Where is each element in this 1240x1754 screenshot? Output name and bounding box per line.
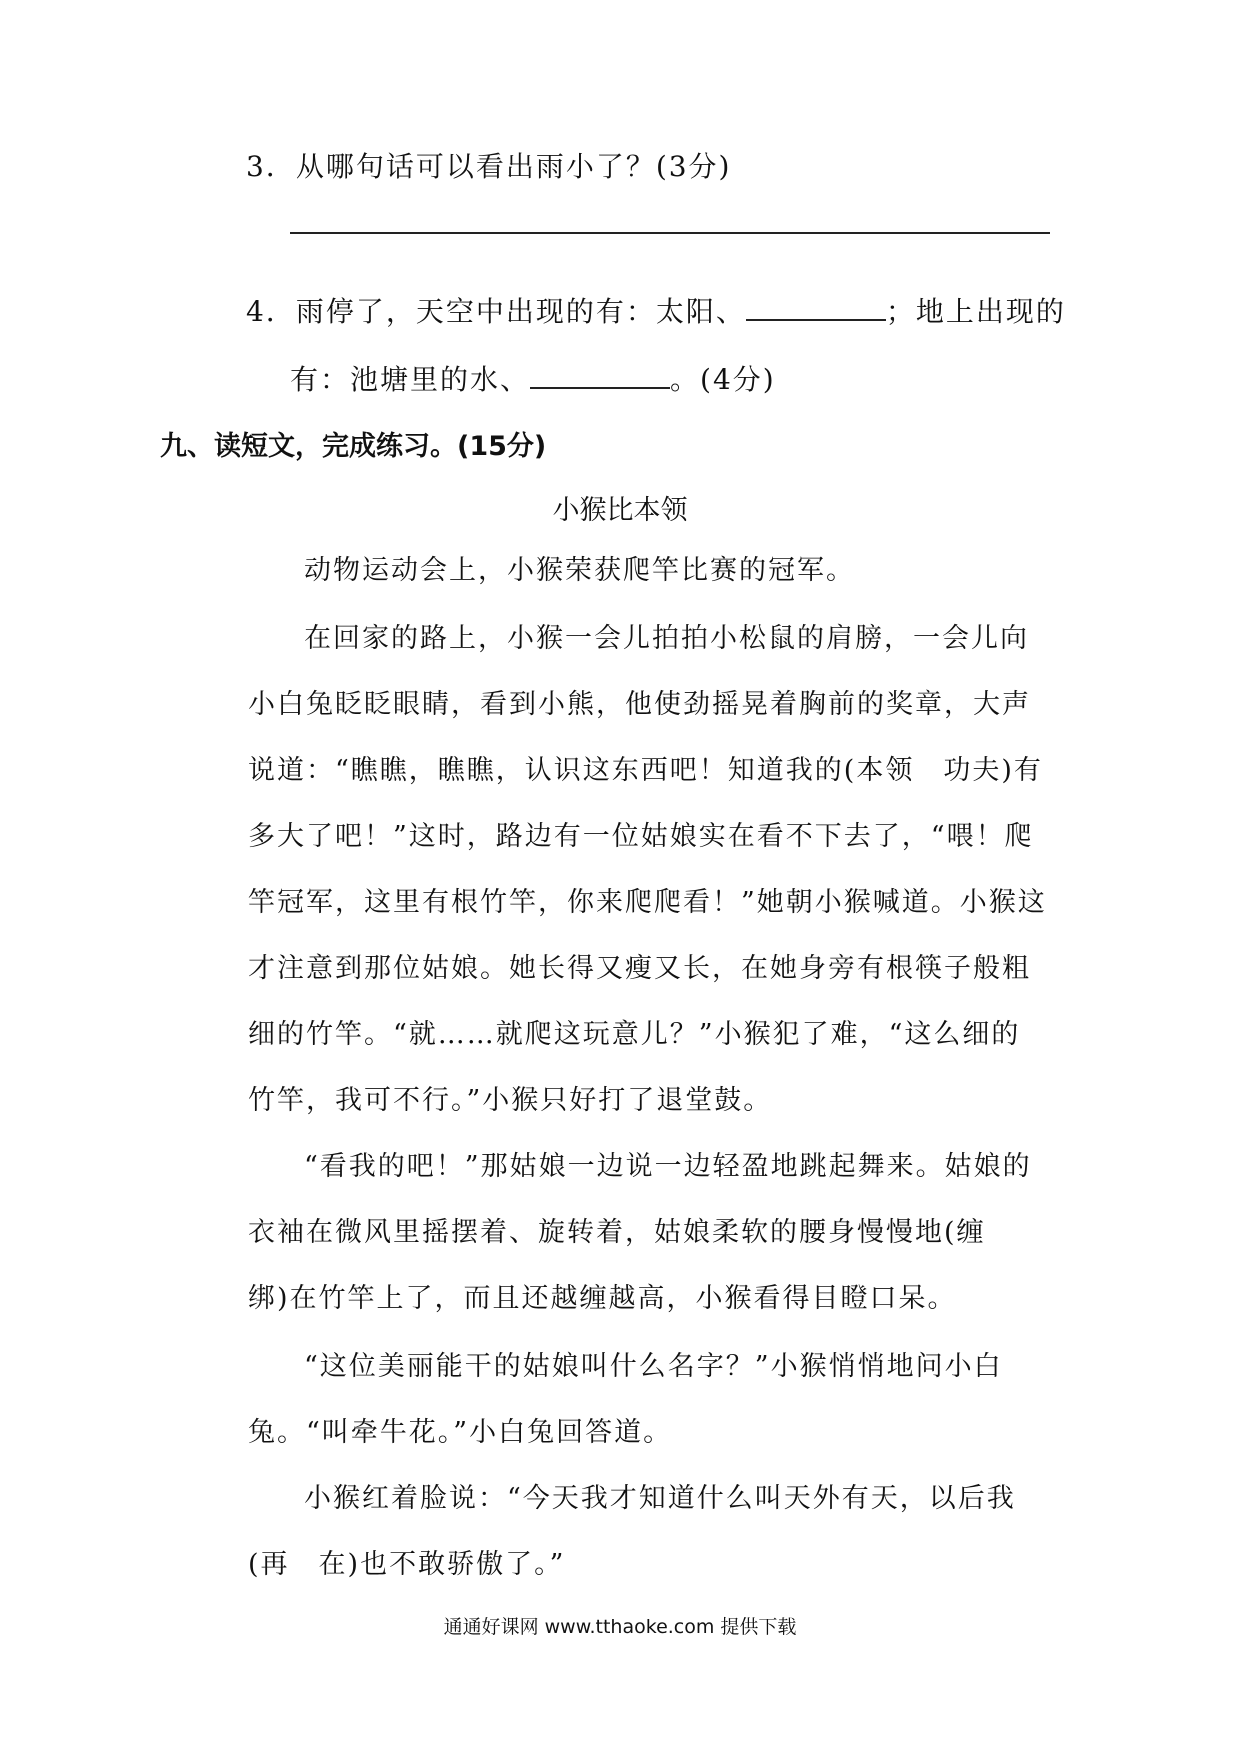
passage-title: 小猴比本领 bbox=[552, 495, 688, 526]
answer-line-q3[interactable] bbox=[290, 232, 1050, 234]
section-heading: 九、读短文，完成练习。(15分) bbox=[160, 431, 547, 462]
answer-blank-sky[interactable] bbox=[746, 297, 886, 321]
question-3: 3．从哪句话可以看出雨小了？(3分) bbox=[246, 150, 732, 183]
q4-text-b: ；地上出现的 bbox=[885, 295, 1066, 328]
paragraph-2: 在回家的路上，小猴一会儿拍拍小松鼠的肩膀，一会儿向小白兔眨眨眼睛，看到小熊，他使劲摇晃着胸前的奖章，大声说道：“瞧瞧，瞧瞧，认识这东西吧！知道我的(本领 功夫)有多大了吧！”这时，路边有一位姑娘实在看不下去了，“喂！爬竿冠军，这里有根竹竿，你来爬爬看！”她朝小猴喊道。小猴这才注意到那位姑娘。她长得又瘦又长，在她身旁有根筷子般粗细的竹竿。“就……就爬这玩意儿？”小猴犯了难，“这么细的竹竿，我可不行。”小猴只好打了退堂鼓。 bbox=[248, 623, 1047, 1116]
paragraph-1: 动物运动会上，小猴荣获爬竿比赛的冠军。 bbox=[304, 555, 855, 586]
q4-text-d: 。(4分) bbox=[670, 363, 776, 396]
answer-blank-ground[interactable] bbox=[530, 365, 670, 389]
question-4-line-2 bbox=[290, 358, 776, 398]
paragraph-4: “这位美丽能干的姑娘叫什么名字？”小猴悄悄地问小白兔。“叫牵牛花。”小白兔回答道。 bbox=[248, 1351, 1003, 1448]
q4-text-c: 有：池塘里的水、 bbox=[290, 363, 531, 396]
paragraph-5: 小猴红着脸说：“今天我才知道什么叫天外有天，以后我(再 在)也不敢骄傲了。” bbox=[248, 1483, 1016, 1580]
footer-download-note: 通通好课网 www.tthaoke.com 提供下载 bbox=[443, 1616, 797, 1638]
q4-text-a: 4．雨停了，天空中出现的有：太阳、 bbox=[246, 295, 746, 328]
question-4-line-1 bbox=[246, 290, 1066, 330]
paragraph-3: “看我的吧！”那姑娘一边说一边轻盈地跳起舞来。姑娘的衣袖在微风里摇摆着、旋转着，姑娘柔软的腰身慢慢地(缠 绑)在竹竿上了，而且还越缠越高，小猴看得目瞪口呆。 bbox=[248, 1151, 1032, 1314]
